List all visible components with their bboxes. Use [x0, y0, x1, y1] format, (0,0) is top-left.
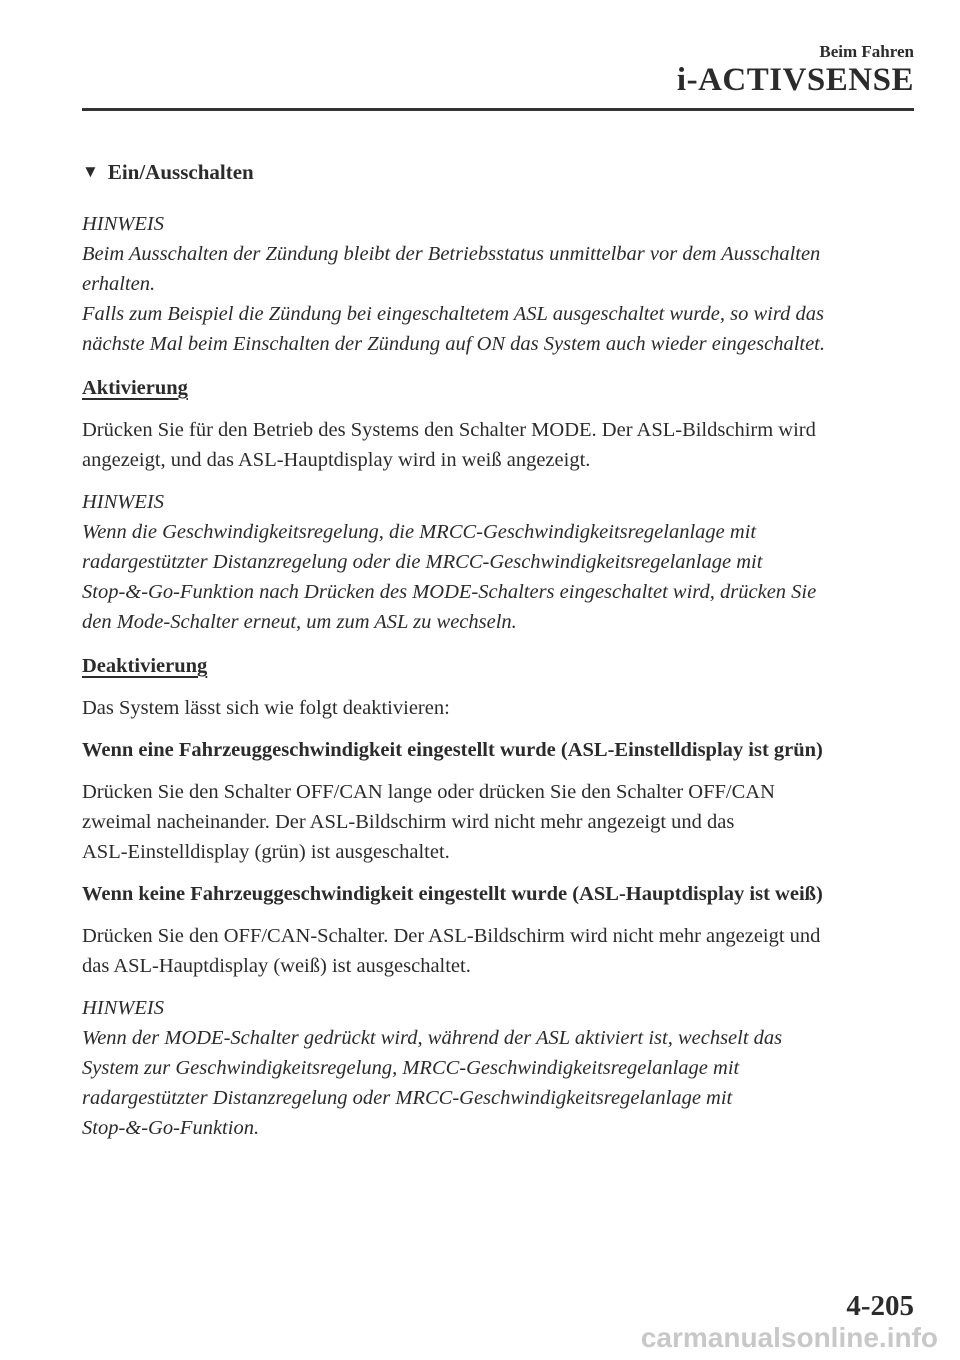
- case1-paragraph: [82, 777, 916, 867]
- note-line: Stop-&-Go-Funktion.: [82, 1117, 260, 1139]
- paragraph-line: Drücken Sie den Schalter OFF/CAN lange oder drücken Sie den Schalter OFF/CAN: [82, 781, 775, 803]
- page-number: 4-205: [846, 1290, 914, 1322]
- paragraph-line: zweimal nacheinander. Der ASL-Bildschirm wird nicht mehr angezeigt und das: [82, 811, 735, 833]
- case1-title: Wenn eine Fahrzeuggeschwindigkeit eingestellt wurde (ASL-Einstelldisplay ist grün): [82, 739, 823, 761]
- note-box-1: [82, 209, 916, 359]
- triangle-down-icon: ▼: [82, 162, 99, 181]
- activation-paragraph: [82, 415, 916, 475]
- paragraph-line: angezeigt, und das ASL-Hauptdisplay wird in weiß angezeigt.: [82, 449, 591, 471]
- watermark: carmanualsonline.info: [640, 1322, 938, 1353]
- chapter-label: Beim Fahren: [819, 42, 914, 61]
- note-line: Wenn die Geschwindigkeitsregelung, die MRCC-Geschwindigkeitsregelanlage mit: [82, 521, 757, 543]
- note-line: erhalten.: [82, 273, 156, 295]
- note-box-3: [82, 993, 916, 1143]
- paragraph-line: Drücken Sie den OFF/CAN-Schalter. Der ASL-Bildschirm wird nicht mehr angezeigt und: [82, 925, 821, 947]
- note-line: Wenn der MODE-Schalter gedrückt wird, während der ASL aktiviert ist, wechselt das: [82, 1027, 783, 1049]
- section-heading: [82, 157, 916, 187]
- paragraph-line: das ASL-Hauptdisplay (weiß) ist ausgeschaltet.: [82, 955, 471, 977]
- note-line: radargestützter Distanzregelung oder die MRCC-Geschwindigkeitsregelanlage mit: [82, 551, 763, 573]
- activation-heading: Aktivierung: [82, 377, 188, 399]
- note-line: radargestützter Distanzregelung oder MRCC-Geschwindigkeitsregelanlage mit: [82, 1087, 733, 1109]
- case2-paragraph: [82, 921, 916, 981]
- paragraph-line: Drücken Sie für den Betrieb des Systems den Schalter MODE. Der ASL-Bildschirm wird: [82, 419, 816, 441]
- section-title: i-ACTIVSENSE: [676, 62, 914, 98]
- note-line: Falls zum Beispiel die Zündung bei eingeschaltetem ASL ausgeschaltet wurde, so wird das: [82, 303, 824, 325]
- note-label: HINWEIS: [82, 213, 164, 235]
- note-line: Beim Ausschalten der Zündung bleibt der Betriebsstatus unmittelbar vor dem Ausschalten: [82, 243, 821, 265]
- header-divider: [82, 108, 914, 111]
- note-label: HINWEIS: [82, 997, 164, 1019]
- note-line: System zur Geschwindigkeitsregelung, MRCC-Geschwindigkeitsregelanlage mit: [82, 1057, 740, 1079]
- note-line: den Mode-Schalter erneut, um zum ASL zu wechseln.: [82, 611, 517, 633]
- case2-title: Wenn keine Fahrzeuggeschwindigkeit eingestellt wurde (ASL-Hauptdisplay ist weiß): [82, 883, 823, 905]
- note-line: Stop-&-Go-Funktion nach Drücken des MODE-Schalters eingeschaltet wird, drücken Sie: [82, 581, 817, 603]
- paragraph-line: ASL-Einstelldisplay (grün) ist ausgeschaltet.: [82, 841, 450, 863]
- deactivation-heading: Deaktivierung: [82, 655, 208, 677]
- section-heading-text: Ein/Ausschalten: [107, 160, 254, 184]
- note-line: nächste Mal beim Einschalten der Zündung auf ON das System auch wieder eingeschaltet.: [82, 333, 826, 355]
- note-label: HINWEIS: [82, 491, 164, 513]
- deactivation-intro: Das System lässt sich wie folgt deaktivieren:: [82, 697, 450, 719]
- page-content: [82, 157, 916, 1157]
- note-box-2: [82, 487, 916, 637]
